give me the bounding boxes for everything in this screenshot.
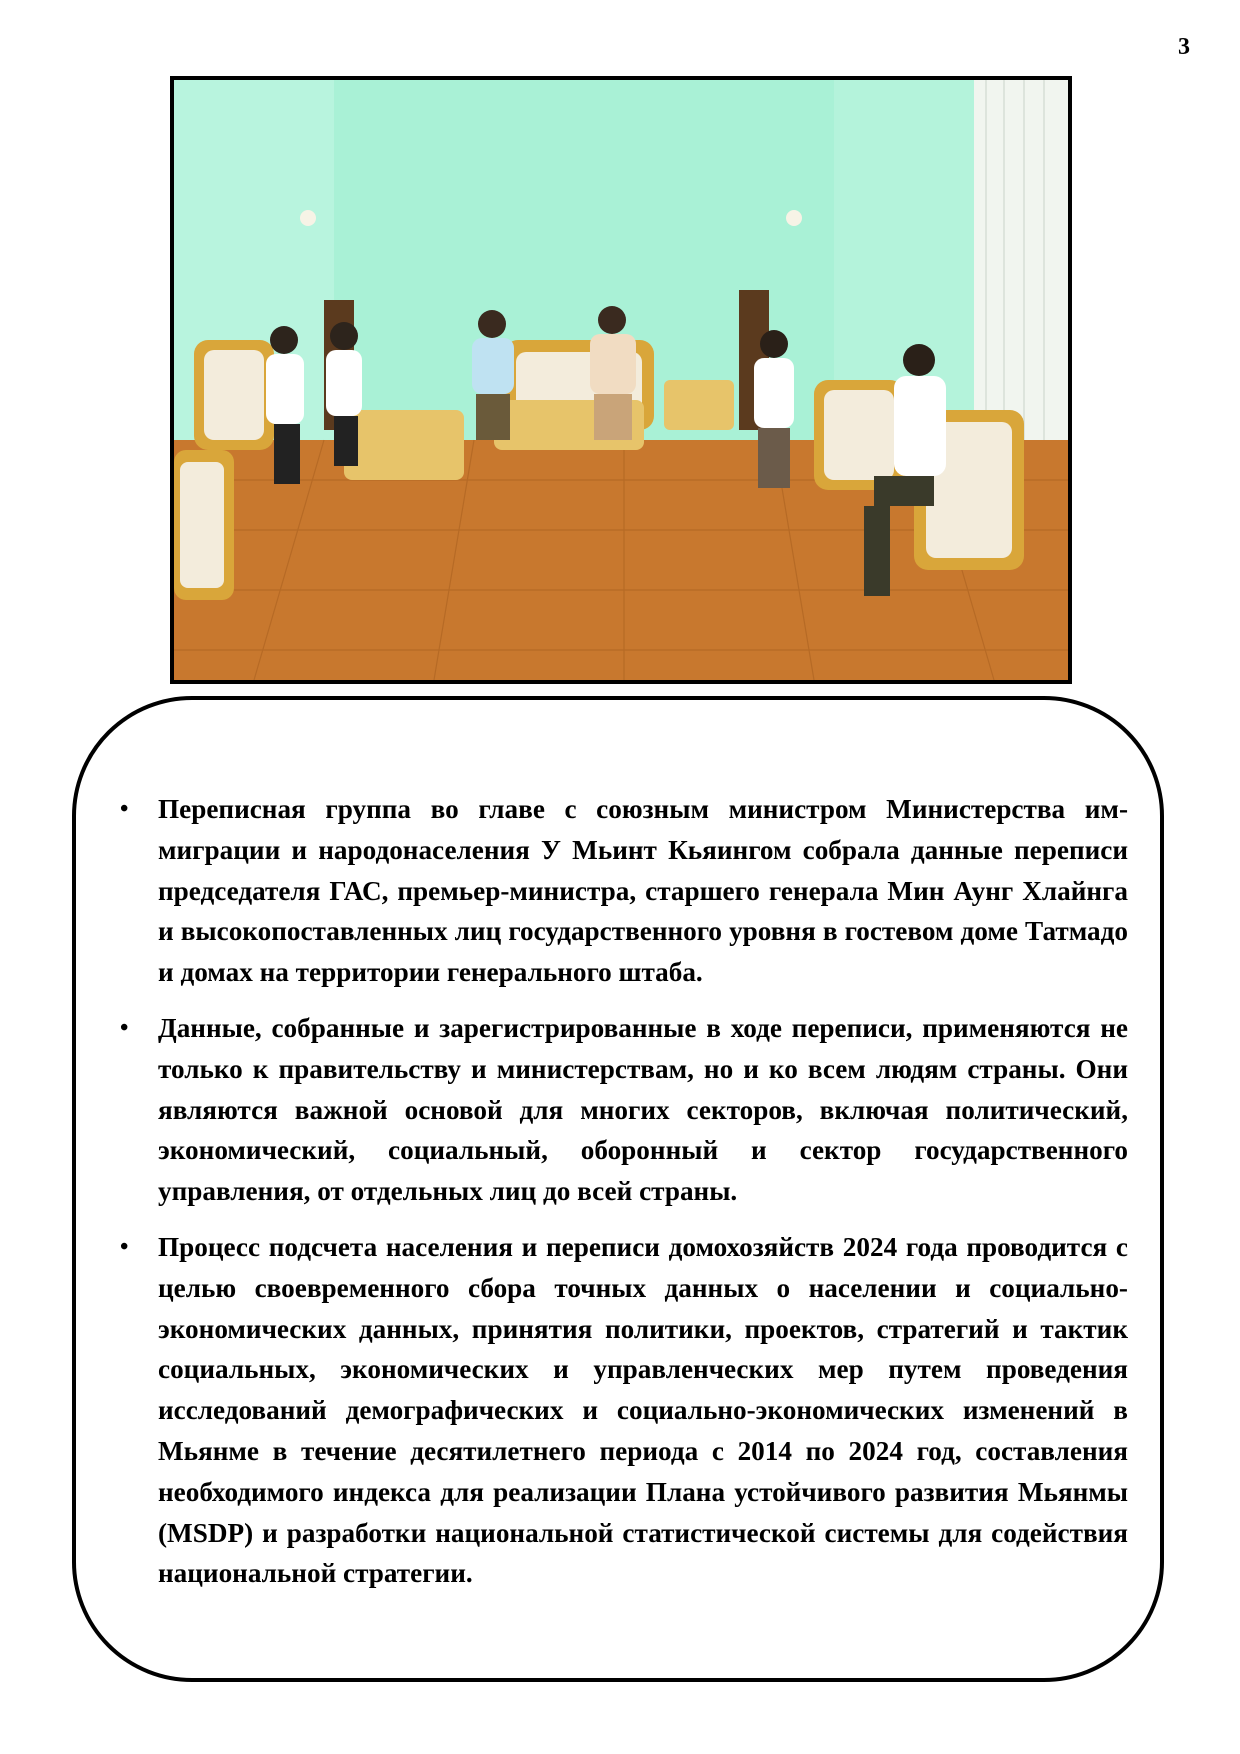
curtain — [974, 80, 1068, 460]
bullet-list — [118, 789, 1128, 1609]
bullet-marker: • — [120, 1233, 129, 1260]
bullet-text: Процесс подсчета населения и переписи домохозяйств 2024 года проводится с целью своевременного сбора точных данных о населении и социально-экономических данных, принятия политики, проектов, стратегий и тактик социальных, экономических и управленческих мер путем проведения исследований демографических и социально-экономических изменений в Мьянме в течение десятилетнего периода с 2014 по 2024 год, составления необходимого индекса для реализации Плана устойчивого развития Мьянмы (MSDP) и разработки национальной статистической системы для содействия национальной стратегии. — [158, 1231, 1128, 1589]
side-table — [664, 380, 734, 430]
meeting-room-illustration — [174, 80, 1068, 680]
meeting-photo — [170, 76, 1072, 684]
bullet-marker: • — [120, 1014, 129, 1041]
page-number: 3 — [1178, 34, 1190, 60]
bullet-text: Данные, собранные и зарегистрированные в ходе переписи, применяются не только к правительству и министерствам, но и ко всем людям страны. Они являются важной основой для многих секторов, включая политический, экономический, социальный, оборонный и сектор государственного управления, от отдельных лиц до всей страны. — [158, 1012, 1128, 1207]
left-table — [344, 410, 464, 480]
bullet-text: Переписная группа во главе с союзным министром Министерства иммиграции и народонаселения У Мьинт Кьяингом собрала данные переписи председателя ГАС, премьер-министра, старшего генерала Мин Аунг Хлайнга и высокопоставленных лиц государственного уровня в гостевом доме Татмадо и домах на территории генерального штаба. — [158, 794, 1128, 988]
bullet-item — [118, 789, 1128, 993]
wall-lamp — [786, 210, 802, 226]
bullet-item — [118, 1008, 1128, 1212]
bullet-item — [118, 1227, 1128, 1594]
bullet-marker: • — [120, 796, 129, 822]
wall-lamp — [300, 210, 316, 226]
